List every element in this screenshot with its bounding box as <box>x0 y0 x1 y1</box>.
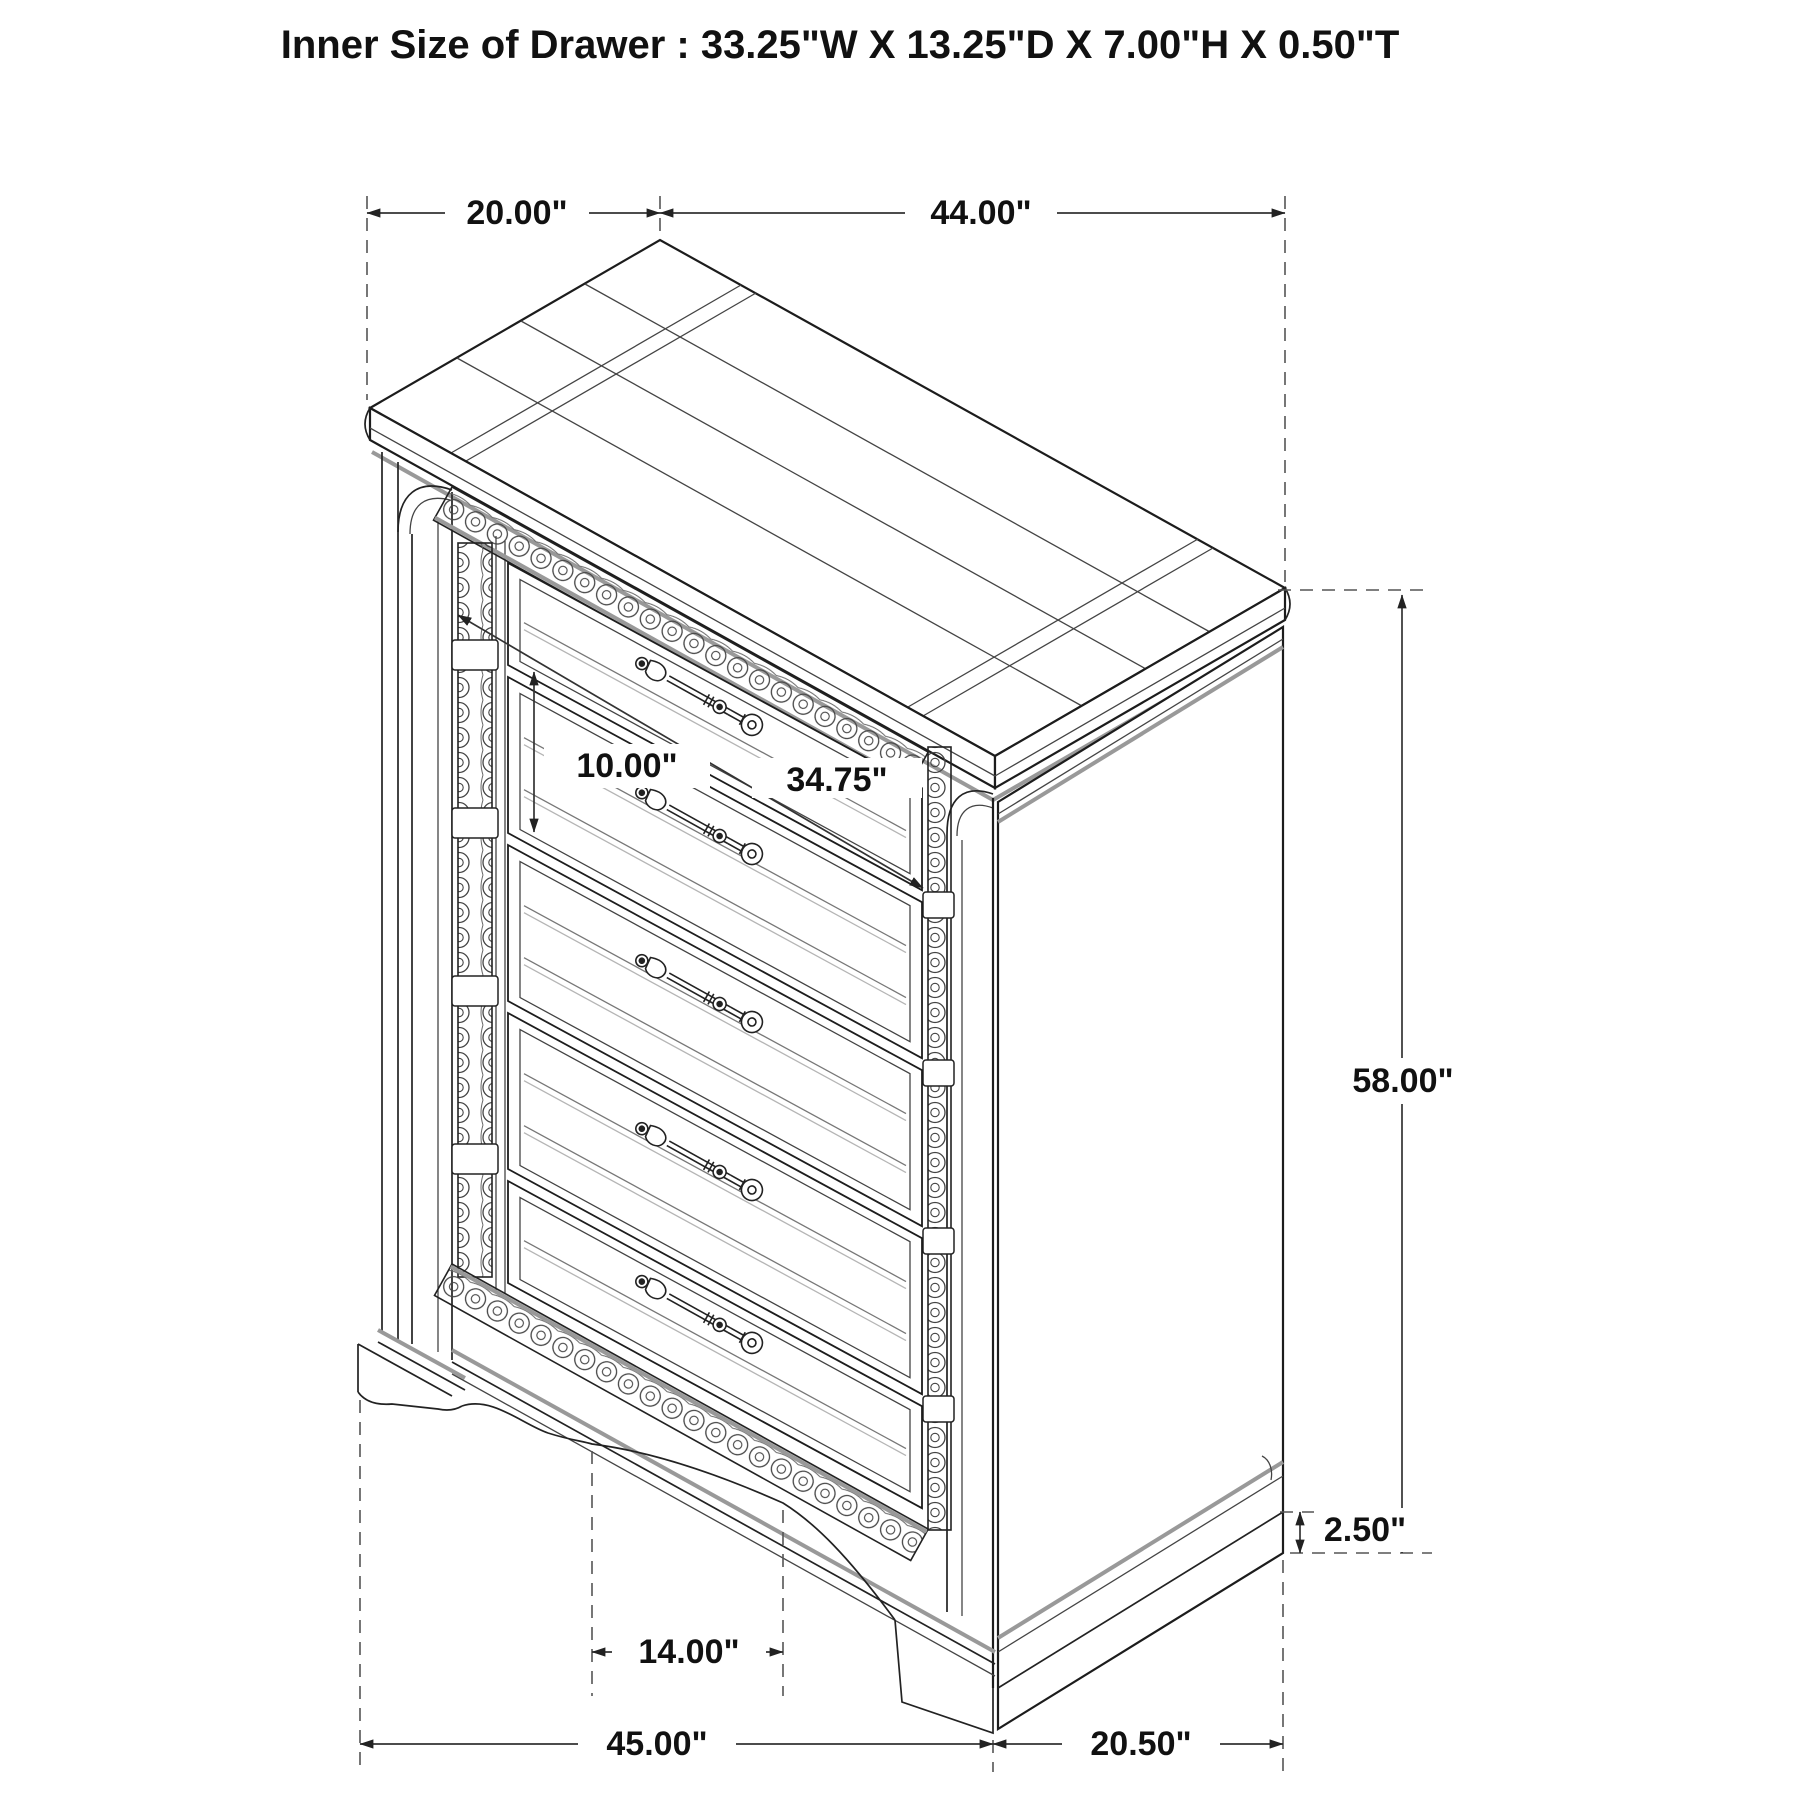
dim-label-leg-opening: 14.00" <box>638 1633 740 1671</box>
dim-label-base-height: 2.50" <box>1323 1511 1407 1549</box>
dim-label-overall-width: 45.00" <box>606 1725 708 1763</box>
figure-title: Inner Size of Drawer : 33.25"W X 13.25"D X 7.00"H X 0.50"T <box>280 23 1400 67</box>
dim-label-top-depth: 20.00" <box>466 194 568 232</box>
side-panel <box>998 627 1283 1729</box>
dim-label-overall-depth: 20.50" <box>1090 1725 1192 1763</box>
dim-label-top-width: 44.00" <box>930 194 1032 232</box>
dim-label-overall-height: 58.00" <box>1352 1062 1454 1100</box>
dim-label-drawer-height: 10.00" <box>576 747 678 785</box>
dim-label-drawer-width: 34.75" <box>786 761 888 799</box>
